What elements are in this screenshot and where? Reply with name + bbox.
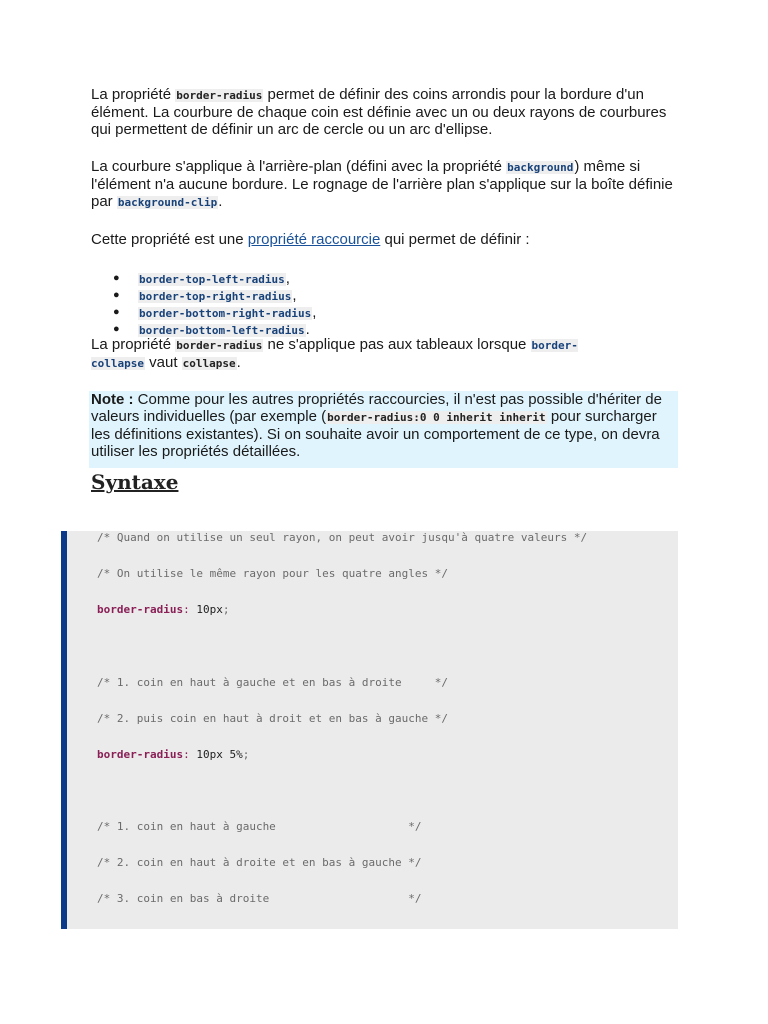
code-value: 10px: [189, 603, 223, 616]
inline-code: border-radius: [176, 339, 263, 352]
bullet-icon: ●: [113, 272, 120, 284]
property-link[interactable]: border-top-left-radius: [139, 273, 285, 286]
bullet-icon: ●: [113, 306, 120, 318]
code-punct: ;: [242, 748, 250, 761]
property-link[interactable]: border-bottom-left-radius: [139, 324, 305, 337]
code-value: 10px 5%: [189, 748, 243, 761]
text: vaut: [144, 354, 182, 371]
text: qui permet de définir :: [380, 231, 530, 248]
inline-code-link[interactable]: background: [507, 161, 574, 174]
inline-code-link[interactable]: border-collapse: [91, 339, 578, 370]
text: Comme pour les autres propriétés raccourcies, il n'est pas possible d'hériter de valeurs individuelles (par exemple (: [91, 391, 662, 425]
text: La propriété: [91, 86, 176, 103]
bullet-icon: ●: [113, 323, 120, 335]
code-comment: /* 3. coin en bas à droite */: [97, 892, 422, 905]
code-comment: /* 1. coin en haut à gauche et en bas à droite */: [97, 676, 448, 689]
inline-code: border-radius:0 0 inherit inherit: [327, 411, 546, 424]
text: pour surcharger les définitions existantes). Si on souhaite avoir un comportement de ce type, on devra utiliser les propriétés détaillées.: [91, 408, 660, 460]
shorthand-property-link[interactable]: propriété raccourcie: [247, 231, 381, 248]
text: .: [218, 193, 223, 210]
code-comment: /* 1. coin en haut à gauche */: [97, 820, 422, 833]
inline-code: collapse: [182, 357, 236, 370]
background-paragraph: [91, 158, 681, 211]
code-block: [61, 531, 678, 929]
text: ,: [285, 270, 290, 287]
code-property: border-radius: [97, 748, 184, 761]
longhand-property-list: [113, 270, 317, 338]
code-line: [97, 603, 229, 616]
code-comment: /* 2. puis coin en haut à droit et en bas à gauche */: [97, 712, 448, 725]
note-box: [89, 391, 678, 468]
code-punct: :: [183, 748, 190, 761]
list-item: [113, 270, 316, 287]
text: ne s'applique pas aux tableaux lorsque: [263, 336, 531, 353]
code-comment: /* Quand on utilise un seul rayon, on peut avoir jusqu'à quatre valeurs */: [97, 531, 588, 544]
text: .: [236, 354, 241, 371]
inline-code: border-radius: [176, 89, 263, 102]
text: Cette propriété est une: [91, 231, 248, 248]
note-label: Note :: [91, 391, 134, 408]
table-paragraph: [91, 336, 601, 372]
code-punct: :: [183, 603, 190, 616]
note-text: [89, 391, 678, 460]
intro-paragraph: [91, 86, 681, 138]
text: La courbure s'applique à l'arrière-plan (défini avec la propriété: [91, 158, 507, 175]
text: ) même si l'élément n'a aucune bordure. Le rognage de l'arrière plan s'applique sur la boîte définie par: [91, 158, 673, 210]
code-comment: /* On utilise le même rayon pour les quatre angles */: [97, 567, 448, 580]
text: permet de définir des coins arrondis pour la bordure d'un élément. La courbure de chaque coin est définie avec un ou deux rayons de courbures qui permettent de définir un arc de cercle ou un arc d'ellipse.: [91, 86, 667, 138]
shorthand-paragraph: [91, 231, 681, 248]
text: La propriété: [91, 336, 176, 353]
text: .: [305, 321, 310, 338]
list-item: [113, 304, 317, 321]
property-link[interactable]: border-bottom-right-radius: [139, 307, 312, 320]
text: ,: [292, 287, 297, 304]
bullet-icon: ●: [113, 289, 120, 301]
inline-code-link[interactable]: background-clip: [117, 196, 218, 209]
code-comment: /* 2. coin en haut à droite et en bas à gauche */: [97, 856, 422, 869]
code-punct: ;: [222, 603, 230, 616]
text: ,: [312, 304, 317, 321]
code-property: border-radius: [97, 603, 184, 616]
list-item: [113, 287, 316, 304]
section-heading: Syntaxe: [91, 470, 179, 494]
code-line: [97, 748, 249, 761]
property-link[interactable]: border-top-right-radius: [139, 290, 292, 303]
